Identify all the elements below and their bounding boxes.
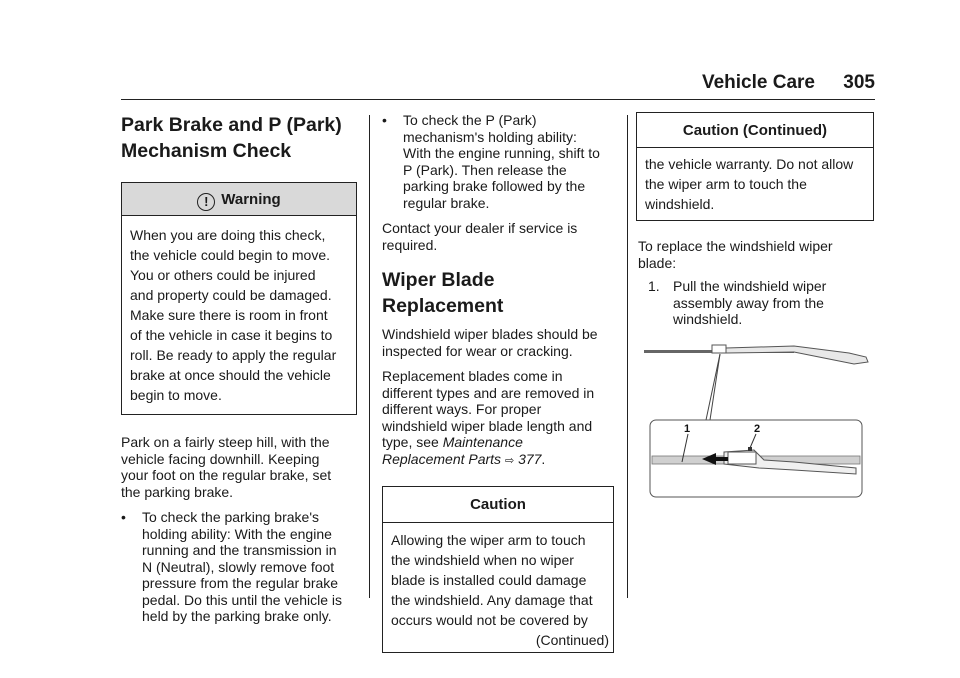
- bullet-marker: •: [121, 509, 126, 525]
- caution-line: Allowing the wiper arm to touch: [391, 532, 586, 548]
- text-line: mechanism's holding ability:: [403, 128, 577, 145]
- text-line: Windshield wiper blades should be: [382, 326, 598, 342]
- step-1: [648, 278, 876, 328]
- column-2: [382, 112, 616, 653]
- caution-line: windshield.: [645, 196, 715, 212]
- wiper-removal-diagram: [644, 340, 876, 500]
- text-line: assembly away from the: [673, 294, 824, 311]
- text-line: holding ability: With the engine: [142, 525, 332, 542]
- text-line: inspected for wear or cracking.: [382, 342, 573, 359]
- section-title: Vehicle Care: [701, 72, 815, 93]
- page-number: 305: [843, 72, 875, 93]
- step-number: 1.: [648, 278, 660, 294]
- heading-line-1: Park Brake and P (Park): [121, 114, 342, 136]
- text-line: required.: [382, 236, 438, 253]
- caution-line: the windshield when no wiper: [391, 552, 574, 568]
- text-line: Contact your dealer if service is: [382, 220, 578, 236]
- page-ref-number[interactable]: 377: [518, 450, 542, 467]
- warning-line: and property could be damaged.: [130, 287, 332, 303]
- warning-line: roll. Be ready to apply the regular: [130, 347, 337, 363]
- text-line: running and the transmission in: [142, 542, 337, 558]
- maintenance-link-text[interactable]: Maintenance: [442, 434, 523, 450]
- warning-line: the vehicle could begin to move.: [130, 247, 331, 263]
- leader-line: [706, 354, 720, 420]
- caution-continued-header: Caution (Continued): [637, 113, 873, 148]
- text-line: pressure from the regular brake: [142, 575, 339, 591]
- warning-body: [122, 216, 356, 414]
- warning-line: You or others could be injured: [130, 267, 316, 283]
- bullet-parking-brake-check: [121, 509, 357, 625]
- replacement-parts-link-text[interactable]: Replacement Parts: [382, 450, 502, 467]
- text-line: vehicle facing downhill. Keeping: [121, 450, 320, 467]
- text-line: pedal. Do this until the vehicle is: [142, 591, 342, 608]
- text-line: To check the P (Park): [403, 112, 537, 128]
- column-3: [628, 112, 876, 328]
- page-header: [121, 70, 875, 100]
- text-line: To check the parking brake's: [142, 509, 319, 525]
- warning-line: begin to move.: [130, 387, 222, 403]
- text-line: blade:: [638, 254, 677, 271]
- section-heading-park-brake: [121, 112, 357, 164]
- text-line: Replacement blades come in: [382, 368, 563, 384]
- caution-line: the vehicle warranty. Do not allow: [645, 156, 854, 172]
- contact-dealer-paragraph: [382, 220, 616, 253]
- intro-paragraph: [121, 434, 357, 500]
- caution-header: Caution: [383, 487, 613, 523]
- caution-line: occurs would not be covered by: [391, 612, 588, 628]
- column-1: [121, 112, 357, 625]
- warning-header: [122, 183, 356, 216]
- bullet-park-mechanism-check: [382, 112, 616, 211]
- continued-label: (Continued): [535, 632, 609, 648]
- text-line: N (Neutral), slowly remove foot: [142, 558, 335, 575]
- warning-line: brake at once should the vehicle: [130, 367, 331, 383]
- section-heading-wiper: Wiper Blade Replacement: [382, 269, 504, 317]
- caution-box: [382, 486, 614, 653]
- text-line: different ways. For proper: [382, 401, 542, 417]
- warning-title: Warning: [221, 191, 281, 208]
- diagram-label-1: 1: [684, 423, 691, 435]
- text-line: With the engine running, shift to: [403, 145, 600, 161]
- page-ref-arrow-icon: ⇨: [504, 454, 515, 467]
- text-line: windshield wiper blade length and: [382, 417, 593, 434]
- caution-line: blade is installed could damage: [391, 572, 587, 588]
- caution-continued-body: [637, 148, 873, 220]
- caution-body: [383, 523, 613, 652]
- diagram-label-2: 2: [754, 423, 761, 435]
- period: .: [541, 450, 546, 467]
- wiper-replacement-paragraph: [382, 368, 616, 469]
- text-line: regular brake.: [403, 194, 490, 211]
- text-line: Park on a fairly steep hill, with the: [121, 434, 330, 450]
- text-line: your foot on the regular brake, set: [121, 467, 332, 483]
- text-line: Pull the windshield wiper: [673, 278, 827, 294]
- text-line: held by the parking brake only.: [142, 608, 332, 624]
- text-line: P (Park). Then release the: [403, 161, 567, 178]
- warning-line: When you are doing this check,: [130, 227, 326, 243]
- warning-line: Make sure there is room in front: [130, 307, 328, 323]
- caution-line: the windshield. Any damage that: [391, 592, 593, 608]
- text-line: different types and are removed in: [382, 384, 595, 401]
- text-line: type, see: [382, 434, 443, 450]
- text-line: the parking brake.: [121, 483, 234, 500]
- column-divider-1: [369, 115, 370, 598]
- text-line: parking brake followed by the: [403, 178, 586, 194]
- caution-line: the wiper arm to touch the: [645, 176, 807, 192]
- text-line: windshield.: [673, 311, 743, 327]
- warning-box: [121, 182, 357, 415]
- replace-intro-paragraph: [638, 238, 876, 271]
- wiper-inspect-paragraph: [382, 326, 616, 359]
- text-line: To replace the windshield wiper: [638, 238, 833, 254]
- leader-line: [710, 354, 720, 420]
- caution-continued-box: [636, 112, 874, 221]
- heading-line-2: Mechanism Check: [121, 140, 292, 162]
- warning-line: of the vehicle in case it begins to: [130, 327, 333, 343]
- wiper-assembly-illustration: [644, 345, 868, 364]
- warning-icon: !: [197, 193, 215, 211]
- bullet-marker: •: [382, 112, 387, 128]
